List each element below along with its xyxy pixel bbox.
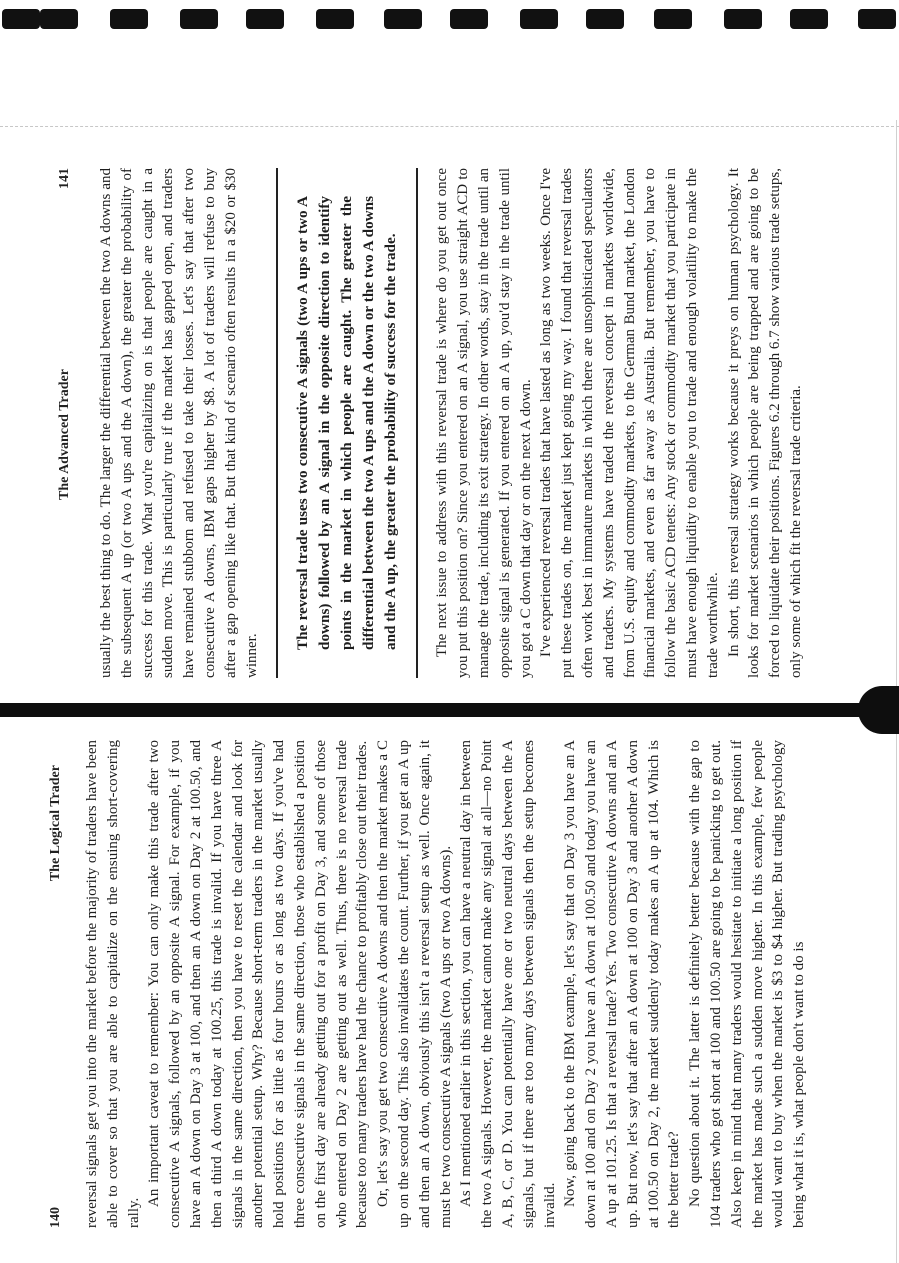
left-paragraph: reversal signals get you into the market before the majority of traders have been able to cover so that you are able to capitalize on the ensuing short-covering rally. xyxy=(84,740,142,1228)
binder-hole xyxy=(790,9,828,29)
binder-hole xyxy=(180,9,218,29)
left-paragraph: As I mentioned earlier in this section, you can have a neutral day in between the two A signals. However, the market cannot make any signal at all—no Point A, B, C, or D. You can potentially have one or two neutral days between the A signals, but if there are too many days between signals then the setup becomes invalid. xyxy=(458,740,558,1228)
binder-hole xyxy=(40,9,78,29)
right-paragraph: I've experienced reversal trades that have lasted as long as two weeks. Once I've put these trades on, the market just kept going my way. I found that reversal trades often work best in immature markets in which there are unsophisticated speculators and traders. My systems have traded the reversal concept in markets worldwide, from U.S. equity and commodity markets, to the German Bund market, the London financial markets, and even as far away as Australia. But remember, you have to follow the basic ACD tenets: Any stock or commodity market that you participate in must have enough liquidity to enable you to trade and enough volatility to make the trade worthwhile. xyxy=(538,168,721,678)
left-page-header xyxy=(44,740,68,1228)
binder-hole xyxy=(858,9,896,29)
binder-hole xyxy=(586,9,624,29)
reversal-trade-callout: The reversal trade uses two consecutive A signals (two A ups or two A downs) followed by an A signal in the opposite direction to identify points in the market in which people are caught. The greater the differential between the two A ups and the A down or the two A downs and the A up, the greater the probability of success for the trade. xyxy=(276,168,418,678)
left-paragraph: An important caveat to remember: You can only make this trade after two consecutive A signals, followed by an opposite A signal. For example, if you have an A down on Day 3 at 100, and then an A down on Day 2 at 100.50, and then a third A down today at 100.25, this trade is invalid. If you have three A signals in the same direction, then you have to reset the calendar and look for another potential setup. Why? Because short-term traders in the market usually hold positions for as little as four hours or as long as two days. If you've had three consecutive signals in the same direction, those who established a position on the first day are already getting out for a profit on Day 3, and some of those who entered on Day 2 are getting out as well. Thus, there is no reversal trade because too many traders have had the chance to profitably close out their trades. xyxy=(146,740,371,1228)
scan-dashed-rule xyxy=(0,126,899,127)
right-page-number: 141 xyxy=(57,168,72,189)
right-page-header xyxy=(53,168,77,678)
left-paragraph: Or, let's say you get two consecutive A downs and then the market makes a C up on the second day. This also invalidates the count. Further, if you get an A up and then an A down, obviously this isn't a reversal setup as well. Once again, it must be two consecutive A signals (two A ups or two A downs). xyxy=(375,740,454,1228)
left-page-number: 140 xyxy=(48,1207,63,1228)
binder-hole xyxy=(654,9,692,29)
book-spine-shadow xyxy=(0,703,878,717)
binder-hole xyxy=(110,9,148,29)
right-page-body xyxy=(96,168,876,678)
binder-hole xyxy=(2,9,40,29)
binder-hole xyxy=(316,9,354,29)
binder-hole xyxy=(384,9,422,29)
right-paragraph: The next issue to address with this reversal trade is where do you get out once you put this position on? Since you entered on an A signal, you use straight ACD to manage the trade, including its exit strategy. In other words, stay in the trade until an opposite signal is generated. If you entered on an A up, you'd stay in the trade until you got a C down that day or on the next A down. xyxy=(434,168,534,678)
right-paragraph: In short, this reversal strategy works because it preys on human psychology. It looks for market scenarios in which people are being trapped and are going to be forced to liquidate their positions. Figures 6.2 through 6.7 show various trade setups, only some of which fit the reversal trade criteria. xyxy=(725,168,804,678)
binder-hole-strip xyxy=(0,0,899,34)
binder-hole xyxy=(246,9,284,29)
binder-hole xyxy=(450,9,488,29)
binder-hole xyxy=(724,9,762,29)
left-paragraph: Now, going back to the IBM example, let's say that on Day 3 you have an A down at 100 and on Day 2 you have an A down at 100.50 and today you have an A up at 101.25. Is that a reversal trade? Yes. Two consecutive A downs and an A up. But now, let's say that after an A down at 100 on Day 3 and another A down at 100.50 on Day 2, the market suddenly today makes an A up at 104. Which is the better trade? xyxy=(562,740,683,1228)
right-running-head: The Advanced Trader xyxy=(57,369,72,500)
left-running-head: The Logical Trader xyxy=(48,765,63,882)
binder-hole xyxy=(520,9,558,29)
left-page-body xyxy=(82,740,842,1228)
left-paragraph: No question about it. The latter is definitely better because with the gap to 104 traders who got short at 100 and 100.50 are going to be panicking to get out. Also keep in mind that many traders would hesitate to initiate a long position if the market has made such a sudden move higher. In this example, few people would want to buy when the market is $3 to $4 higher. But trading psychology being what it is, what people don't want to do is xyxy=(687,740,808,1228)
right-opening-paragraph: usually the best thing to do. The larger the differential between the two A downs and the subsequent A up (or two A ups and the A down), the greater the probability of success for this trade. What you're capitalizing on is that people are caught in a sudden move. This is particularly true if the market has gapped open, and traders have remained stubborn and refused to take their losses. Let's say that after two consecutive A downs, IBM gaps higher by $8. A lot of traders will refuse to buy after a gap opening like that. But that kind of scenario often results in a $20 or $30 winner. xyxy=(98,168,260,678)
book-spine-edge xyxy=(858,686,899,734)
